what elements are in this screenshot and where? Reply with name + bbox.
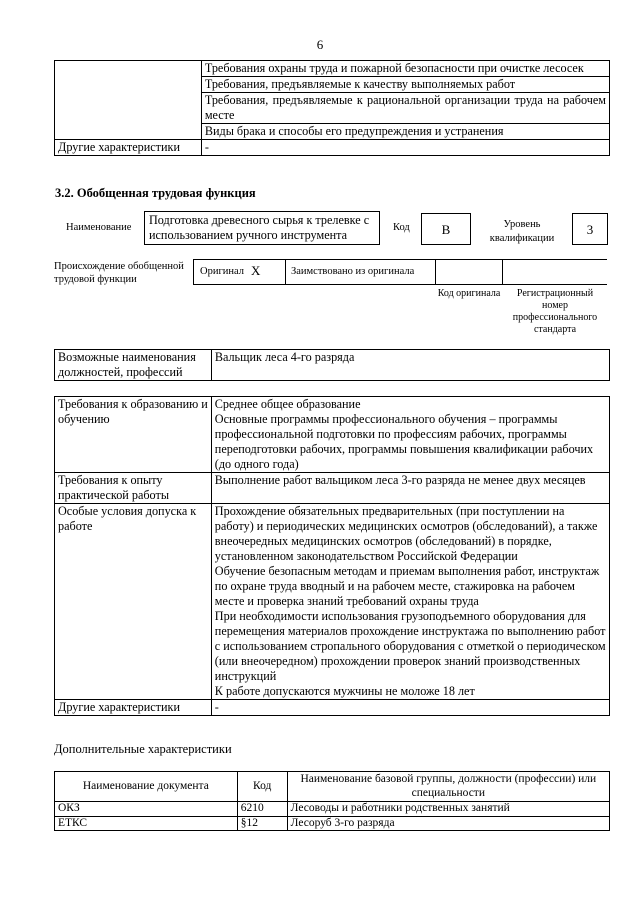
- education-label: Требования к образованию и обучению: [55, 397, 212, 473]
- level-label: Уровень квалификации: [489, 219, 555, 244]
- origin-label: Происхождение обобщенной трудовой функции: [54, 261, 184, 285]
- reg-number-label: Регистрационный номер профессионального стандарта: [512, 288, 598, 335]
- empty-cell: [55, 61, 202, 140]
- level-value: 3: [572, 213, 608, 245]
- table-row: Требования, предъявляемые к качеству выполняемых работ: [201, 77, 609, 93]
- positions-table: [54, 349, 610, 381]
- special-paragraph: При необходимости использования грузоподъемного оборудования для перемещения материалов прохождение инструктажа по выполнению работ с использованием стропального оборудования с отметкой о периодическом (или внеочередном) прохождении проверок знаний производственных инструкций: [214, 609, 606, 683]
- education-value: [211, 397, 609, 473]
- table-row: Требования, предъявляемые к рациональной организации труда на рабочем месте: [201, 93, 609, 124]
- col-doc-header: Наименование документа: [55, 772, 238, 802]
- code-original-label: Код оригинала: [437, 288, 501, 299]
- experience-label: Требования к опыту практической работы: [55, 473, 212, 504]
- special-paragraph: Прохождение обязательных предварительных (при поступлении на работу) и периодических медицинских осмотров (обследований), а также внеочередных медицинских осмотров (обследований) в порядке, установленном законодательством Российской Федерации: [214, 504, 598, 563]
- col-code-header: Код: [237, 772, 287, 802]
- table-row-code: 6210: [237, 802, 287, 817]
- table-row-doc: ОКЗ: [55, 802, 238, 817]
- table-row: Требования охраны труда и пожарной безопасности при очистке лесосек: [201, 61, 609, 77]
- divider: [502, 259, 503, 285]
- section-heading: 3.2. Обобщенная трудовая функция: [55, 186, 256, 200]
- other-value: -: [211, 700, 609, 716]
- function-name: Подготовка древесного сырья к трелевке с использованием ручного инструмента: [144, 211, 380, 245]
- borrowed-label: Заимствовано из оригинала: [291, 266, 415, 277]
- other-value: -: [201, 140, 609, 156]
- table-row-code: §12: [237, 816, 287, 831]
- table-row-name: Лесоводы и работники родственных занятий: [287, 802, 609, 817]
- special-label: Особые условия допуска к работе: [55, 504, 212, 700]
- divider: [285, 259, 286, 285]
- experience-value: Выполнение работ вальщиком леса 3-го разряда не менее двух месяцев: [211, 473, 609, 504]
- table-row-name: Лесоруб 3-го разряда: [287, 816, 609, 831]
- special-value: [211, 504, 609, 700]
- divider: [435, 259, 436, 285]
- special-paragraph: Обучение безопасным методам и приемам выполнения работ, инструктаж по охране труда вводный и на рабочем месте, стажировка на рабочем месте и проверка знаний требований охраны труда: [214, 564, 600, 608]
- top-table: [54, 60, 610, 156]
- additional-heading: Дополнительные характеристики: [54, 742, 232, 756]
- page-number: 6: [316, 37, 324, 52]
- education-line: Основные программы профессионального обучения – программы профессиональной подготовки по профессиям рабочих, программы переподготовки рабочих, программы повышения квалификации рабочих (до одного года): [214, 412, 594, 471]
- requirements-table: [54, 396, 610, 716]
- positions-label: Возможные наименования должностей, профессий: [55, 350, 212, 381]
- special-paragraph: К работе допускаются мужчины не моложе 18 лет: [214, 684, 475, 698]
- education-line: Среднее общее образование: [214, 397, 361, 411]
- other-label: Другие характеристики: [55, 700, 212, 716]
- col-name-header: Наименование базовой группы, должности (профессии) или специальности: [287, 772, 609, 802]
- original-mark: X: [251, 263, 261, 278]
- table-row: Виды брака и способы его предупреждения и устранения: [201, 124, 609, 140]
- name-label: Наименование: [66, 222, 132, 233]
- code-label: Код: [393, 222, 410, 233]
- additional-table: [54, 771, 610, 831]
- table-row-doc: ЕТКС: [55, 816, 238, 831]
- other-label: Другие характеристики: [55, 140, 202, 156]
- original-label: Оригинал: [200, 266, 244, 277]
- function-code: В: [421, 213, 471, 245]
- positions-value: Вальщик леса 4-го разряда: [211, 350, 609, 381]
